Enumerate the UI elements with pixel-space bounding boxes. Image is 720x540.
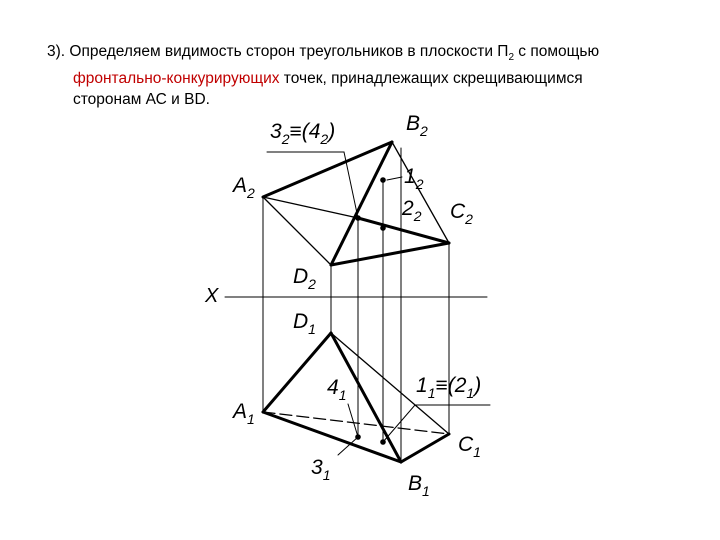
task-line-3: сторонам АС и ВD. bbox=[73, 91, 210, 109]
label-3-1: $3_1$ bbox=[311, 456, 331, 483]
task-line-1-text: 3). Определяем видимость сторон треугольников в плоскости П bbox=[47, 43, 509, 60]
label-d2: $D_2$ bbox=[293, 265, 316, 292]
a2-d2-edge bbox=[263, 197, 331, 265]
d1-c1-edge bbox=[331, 333, 449, 434]
point-3-2 bbox=[355, 215, 361, 221]
highlight-term: фронтально-конкурирующих bbox=[73, 70, 280, 88]
label-c2: $C_2$ bbox=[450, 200, 473, 227]
task-line-1-end: с помощью bbox=[514, 43, 600, 60]
drawing-lines bbox=[225, 142, 490, 462]
d2-c2-edge bbox=[331, 243, 449, 265]
x-axis-label: X bbox=[205, 285, 219, 307]
task-line-1-subscript: 2 bbox=[508, 52, 514, 64]
point-1-2 bbox=[380, 177, 386, 183]
a2-b2-edge bbox=[263, 142, 392, 197]
label-c1: $C_1$ bbox=[458, 433, 481, 460]
leader-1-2 bbox=[387, 177, 402, 180]
label-2-2: $2_2$ bbox=[402, 197, 422, 224]
label-a1: $A_1$ bbox=[233, 400, 255, 427]
label-a2: $A_2$ bbox=[233, 174, 255, 201]
label-d1: $D_1$ bbox=[293, 310, 316, 337]
leader-4-1 bbox=[348, 404, 358, 437]
point-3-1 bbox=[355, 434, 361, 440]
label-1-1-equiv-2-1: $1_1\equiv(2_1)$ bbox=[416, 374, 482, 401]
point-1-1 bbox=[380, 439, 386, 445]
label-b2: $B_2$ bbox=[406, 112, 428, 139]
a2-c2-visible-edge bbox=[358, 218, 449, 243]
d1-a1-edge bbox=[263, 333, 331, 412]
task-line-2-text: точек, принадлежащих скрещивающимся bbox=[279, 70, 583, 88]
a2-c2-hidden-part bbox=[263, 197, 358, 218]
b1-c1-edge bbox=[401, 434, 449, 462]
a1-b1-edge bbox=[263, 412, 401, 462]
point-2-2 bbox=[380, 225, 386, 231]
label-3-2-equiv-4-2: $3_2\equiv(4_2)$ bbox=[270, 120, 336, 147]
label-b1: $B_1$ bbox=[408, 472, 430, 499]
label-4-1: $4_1$ bbox=[327, 376, 347, 403]
label-1-2: $1_2$ bbox=[404, 165, 424, 192]
